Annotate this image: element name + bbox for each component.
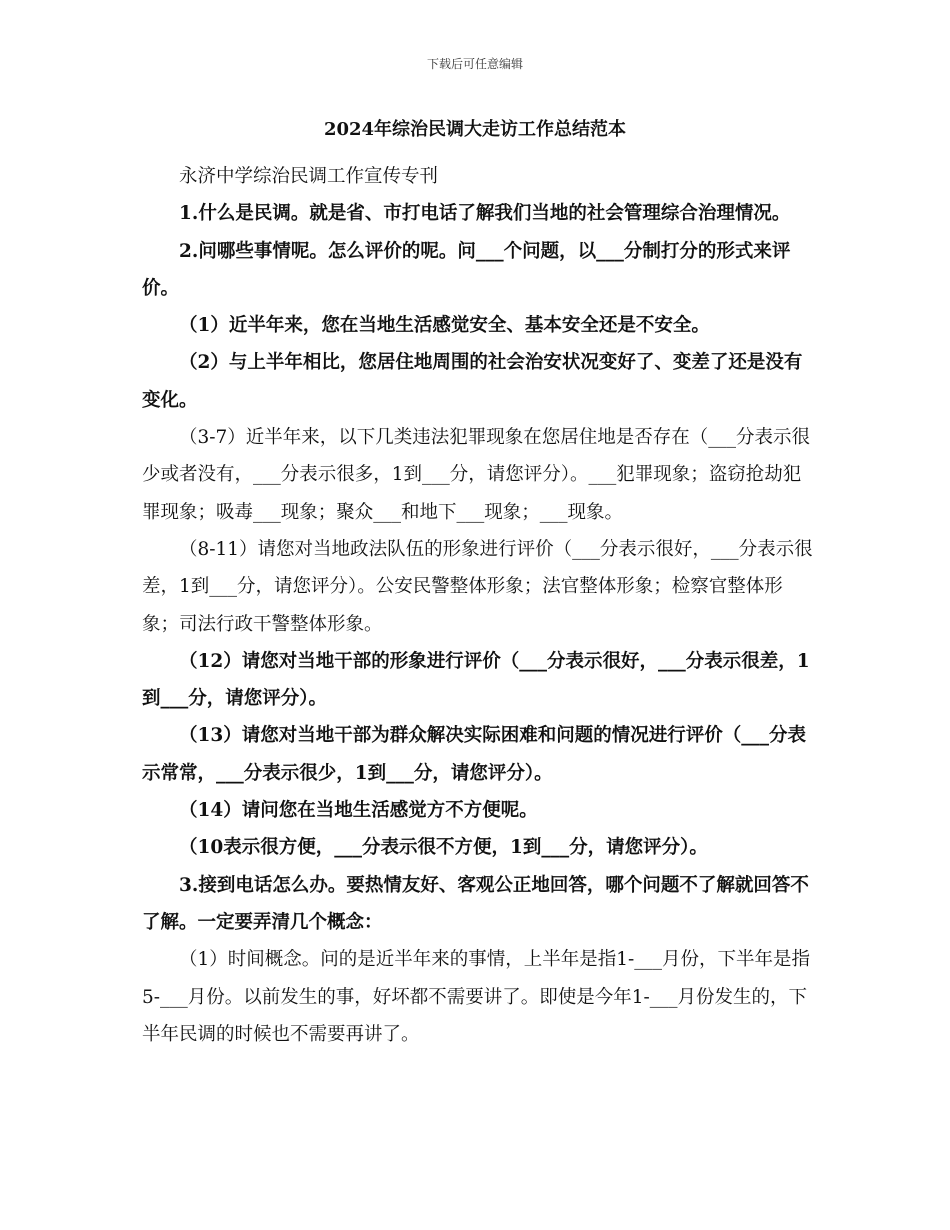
page-header: 下载后可任意编辑 <box>426 57 523 71</box>
paragraph-q1: （1）近半年来，您在当地生活感觉安全、基本安全还是不安全。 <box>179 315 710 337</box>
paragraph-q14-scale: （10表示很方便，___分表示很不方便，1到___分，请您评分）。 <box>179 837 708 859</box>
paragraph-subtitle: 永济中学综治民调工作宣传专刊 <box>179 166 439 187</box>
paragraph-3: 3.接到电话怎么办。要热情友好、客观公正地回答，哪个问题不了解就回答不了解。一定要弄清几个概念： <box>142 874 809 933</box>
paragraph-q2: （2）与上半年相比，您居住地周围的社会治安状况变好了、变差了还是没有变化。 <box>142 352 803 411</box>
paragraph-1: 1.什么是民调。就是省、市打电话了解我们当地的社会管理综合治理情况。 <box>179 203 791 225</box>
paragraph-2: 2.问哪些事情呢。怎么评价的呢。问___个问题，以___分制打分的形式来评价。 <box>142 240 791 299</box>
document-body <box>142 158 818 1053</box>
document-title: 2024年综治民调大走访工作总结范本 <box>323 119 627 140</box>
paragraph-q12: （12）请您对当地干部的形象进行评价（___分表示很好，___分表示很差，1到___分，请您评分）。 <box>142 650 810 710</box>
paragraph-q8-11: （8-11）请您对当地政法队伍的形象进行评价（___分表示很好，___分表示很差，1到___分，请您评分）。公安民警整体形象；法官整体形象；检察官整体形象；司法行政干警整体形象。 <box>142 538 813 635</box>
paragraph-q3-7: （3-7）近半年来，以下几类违法犯罪现象在您居住地是否存在（___分表示很少或者没有，___分表示很多，1到___分，请您评分）。___犯罪现象；盗窃抢劫犯罪现象；吸毒___现象；聚众___和地下___现象；___现象。 <box>142 427 811 523</box>
paragraph-time-concept: （1）时间概念。问的是近半年来的事情，上半年是指1-___月份，下半年是指5-___月份。以前发生的事，好坏都不需要讲了。即使是今年1-___月份发生的，下半年民调的时候也不需要再讲了。 <box>142 949 811 1045</box>
paragraph-q14: （14）请问您在当地生活感觉方不方便呢。 <box>179 800 538 822</box>
paragraph-q13: （13）请您对当地干部为群众解决实际困难和问题的情况进行评价（___分表示常常，___分表示很少，1到___分，请您评分）。 <box>142 725 806 784</box>
